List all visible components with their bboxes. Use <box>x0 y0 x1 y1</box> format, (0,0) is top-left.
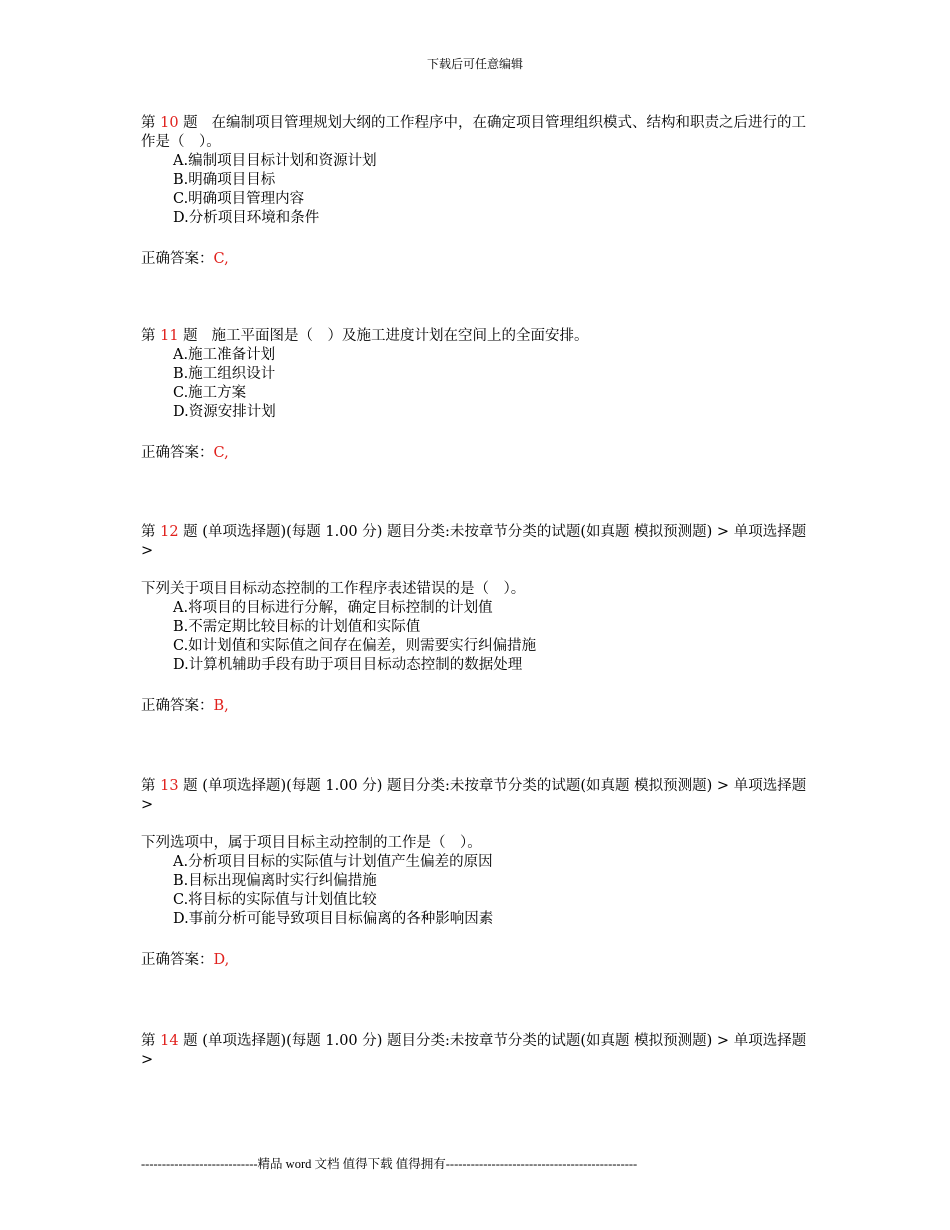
question-number: 11 <box>160 328 179 344</box>
option-c: C.施工方案 <box>173 385 247 401</box>
page-footer: ----------------------------精品 word 文档 值得下载 值得拥有---------------------------------------------- <box>141 1157 638 1171</box>
option-list <box>141 346 813 422</box>
question-meta: (单项选择题)(每题 1.00 分) 题目分类:未按章节分类的试题(如真题 模拟预测题) > 单项选择题 > <box>141 778 807 813</box>
answer-label: 正确答案： <box>141 952 214 968</box>
option-b: B.不需定期比较目标的计划值和实际值 <box>173 619 421 635</box>
question-heading <box>141 114 813 152</box>
answer-label: 正确答案： <box>141 445 214 461</box>
question-prefix: 第 <box>141 778 156 794</box>
question-stem: 在编制项目管理规划大纲的工作程序中，在确定项目管理组织模式、结构和职责之后进行的工作是（ ）。 <box>141 115 806 150</box>
correct-answer <box>141 444 813 463</box>
question-stem: 下列选项中，属于项目目标主动控制的工作是（ ）。 <box>141 835 482 851</box>
option-list <box>141 853 813 929</box>
option-list <box>141 152 813 228</box>
question-prefix: 第 <box>141 115 156 131</box>
correct-answer <box>141 697 813 716</box>
question-meta: (单项选择题)(每题 1.00 分) 题目分类:未按章节分类的试题(如真题 模拟预测题) > 单项选择题 > <box>141 524 807 559</box>
question-11 <box>141 327 813 463</box>
option-b: B.目标出现偏离时实行纠偏措施 <box>173 873 377 889</box>
question-number: 10 <box>160 115 179 131</box>
question-number: 13 <box>160 778 179 794</box>
question-number: 14 <box>160 1033 179 1049</box>
question-heading <box>141 1032 813 1070</box>
option-c: C.将目标的实际值与计划值比较 <box>173 892 377 908</box>
page-header: 下载后可任意编辑 <box>426 57 523 71</box>
option-b: B.明确项目目标 <box>173 172 276 188</box>
question-stem: 施工平面图是（ ）及施工进度计划在空间上的全面安排。 <box>211 328 589 344</box>
option-list <box>141 599 813 675</box>
question-prefix: 第 <box>141 1033 156 1049</box>
answer-value: C, <box>213 251 229 267</box>
question-suffix: 题 <box>183 115 198 131</box>
answer-value: D, <box>213 952 230 968</box>
answer-label: 正确答案： <box>141 698 214 714</box>
option-d: D.资源安排计划 <box>173 404 276 420</box>
option-a: A.分析项目目标的实际值与计划值产生偏差的原因 <box>173 854 493 870</box>
question-meta: (单项选择题)(每题 1.00 分) 题目分类:未按章节分类的试题(如真题 模拟预测题) > 单项选择题 > <box>141 1033 807 1068</box>
question-heading <box>141 523 813 561</box>
question-stem: 下列关于项目目标动态控制的工作程序表述错误的是（ ）。 <box>141 581 526 597</box>
question-suffix: 题 <box>183 328 198 344</box>
option-a: A.施工准备计划 <box>173 347 276 363</box>
correct-answer <box>141 250 813 269</box>
option-d: D.事前分析可能导致项目目标偏离的各种影响因素 <box>173 911 494 927</box>
option-b: B.施工组织设计 <box>173 366 276 382</box>
option-c: C.明确项目管理内容 <box>173 191 305 207</box>
question-suffix: 题 <box>183 524 198 540</box>
answer-value: C, <box>213 445 229 461</box>
option-a: A.将项目的目标进行分解，确定目标控制的计划值 <box>173 600 493 616</box>
question-suffix: 题 <box>183 1033 198 1049</box>
question-prefix: 第 <box>141 328 156 344</box>
question-14 <box>141 1032 813 1070</box>
question-12 <box>141 523 813 716</box>
option-a: A.编制项目目标计划和资源计划 <box>173 153 377 169</box>
answer-label: 正确答案： <box>141 251 214 267</box>
question-number: 12 <box>160 524 179 540</box>
question-13 <box>141 777 813 970</box>
question-suffix: 题 <box>183 778 198 794</box>
option-d: D.计算机辅助手段有助于项目目标动态控制的数据处理 <box>173 657 523 673</box>
question-heading <box>141 777 813 815</box>
option-c: C.如计划值和实际值之间存在偏差，则需要实行纠偏措施 <box>173 638 537 654</box>
question-10 <box>141 114 813 269</box>
question-heading <box>141 327 813 346</box>
question-prefix: 第 <box>141 524 156 540</box>
correct-answer <box>141 951 813 970</box>
answer-value: B, <box>213 698 229 714</box>
option-d: D.分析项目环境和条件 <box>173 210 320 226</box>
